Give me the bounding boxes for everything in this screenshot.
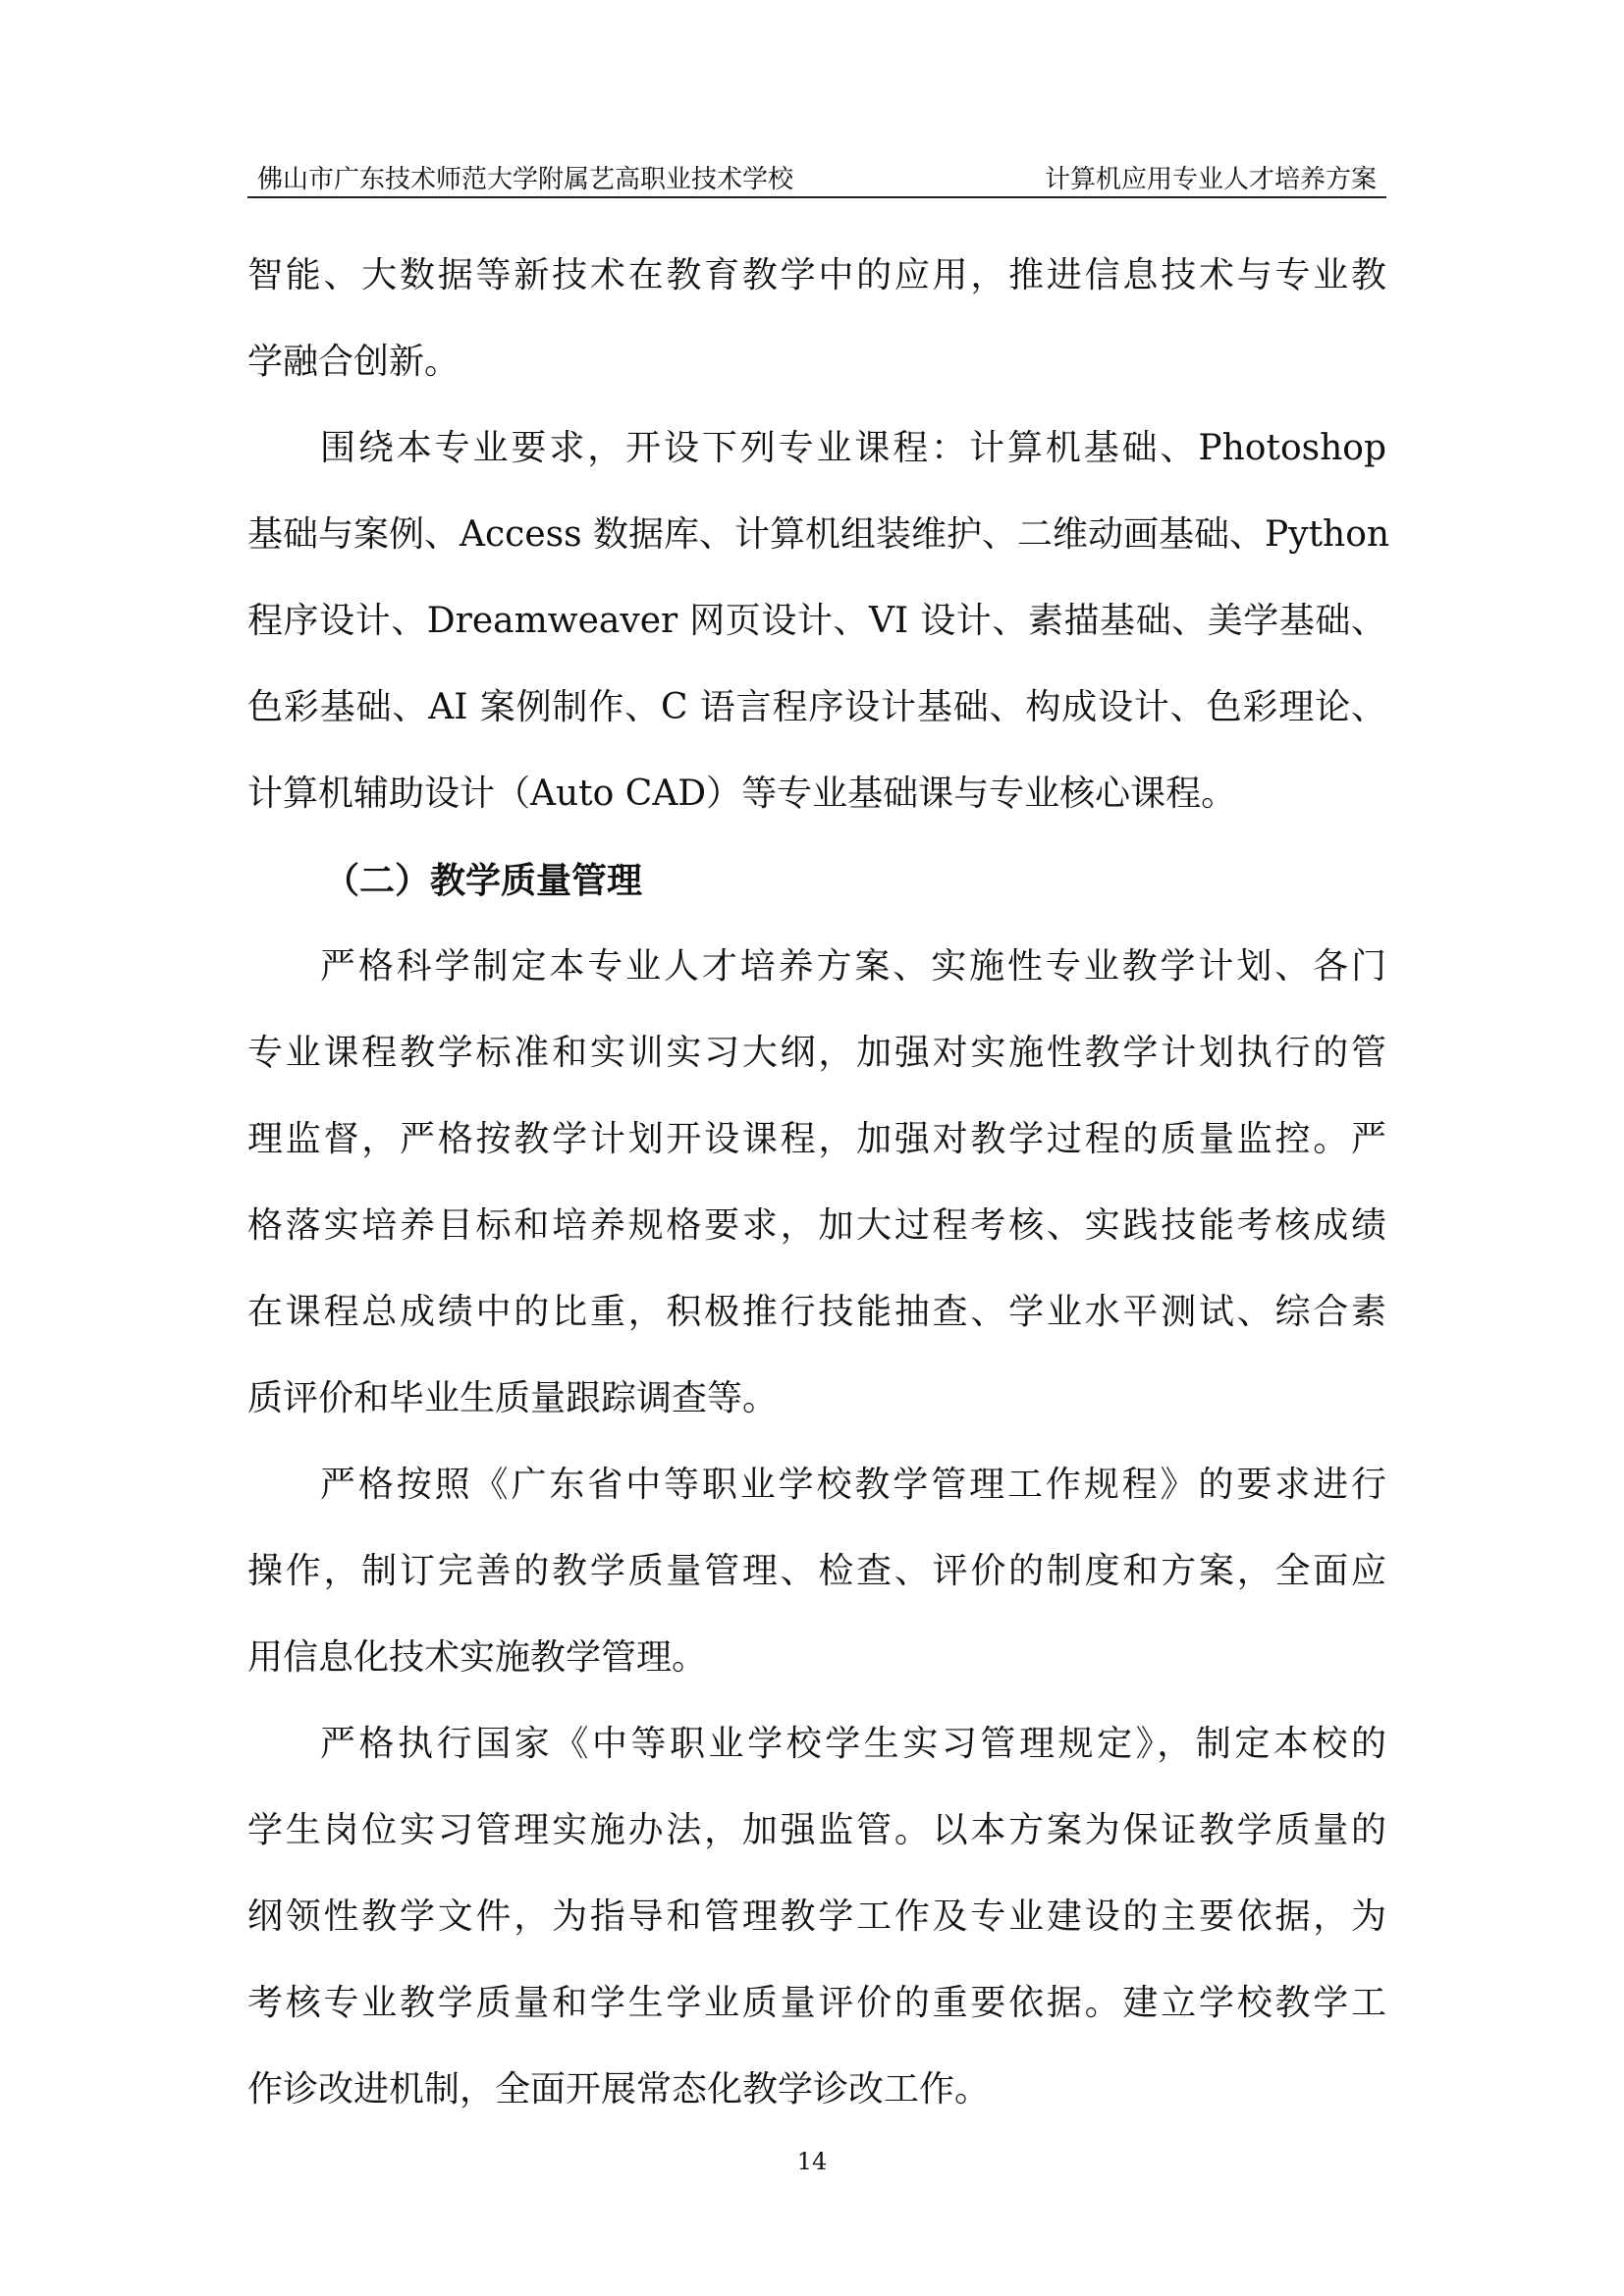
page-number: 14 <box>796 2148 828 2175</box>
paragraph-line: 程序设计、Dreamweaver 网页设计、VI 设计、素描基础、美学基础、 <box>247 601 1386 641</box>
paragraph-line: 考核专业教学质量和学生学业质量评价的重要依据。建立学校教学工 <box>247 1983 1386 2023</box>
paragraph-line: 纲领性教学文件，为指导和管理教学工作及专业建设的主要依据，为 <box>247 1896 1386 1937</box>
section-heading: （二）教学质量管理 <box>324 860 643 901</box>
paragraph-line: 学融合创新。 <box>247 342 460 382</box>
paragraph-line: 严格科学制定本专业人才培养方案、实施性专业教学计划、各门 <box>320 946 1386 987</box>
paragraph-line: 格落实培养目标和培养规格要求，加大过程考核、实践技能考核成绩 <box>247 1205 1386 1246</box>
paragraph-line: 专业课程教学标准和实训实习大纲，加强对实施性教学计划执行的管 <box>247 1033 1386 1073</box>
paragraph-line: 严格执行国家《中等职业学校学生实习管理规定》，制定本校的 <box>320 1724 1386 1764</box>
paragraph-line: 质评价和毕业生质量跟踪调查等。 <box>247 1378 779 1418</box>
header-document-title: 计算机应用专业人才培养方案 <box>1044 165 1377 194</box>
paragraph-line: 色彩基础、AI 案例制作、C 语言程序设计基础、构成设计、色彩理论、 <box>247 687 1386 727</box>
page-header <box>247 157 1386 198</box>
paragraph-line: 基础与案例、Access 数据库、计算机组装维护、二维动画基础、Python <box>247 514 1390 555</box>
paragraph-line: 学生岗位实习管理实施办法，加强监管。以本方案为保证教学质量的 <box>247 1810 1386 1850</box>
paragraph-line: 用信息化技术实施教学管理。 <box>247 1637 708 1678</box>
header-school-name: 佛山市广东技术师范大学附属艺高职业技术学校 <box>257 165 794 194</box>
paragraph-line: 严格按照《广东省中等职业学校教学管理工作规程》的要求进行 <box>320 1465 1386 1505</box>
paragraph-line: 操作，制订完善的教学质量管理、检查、评价的制度和方案，全面应 <box>247 1551 1386 1591</box>
paragraph-line: 作诊改进机制，全面开展常态化教学诊改工作。 <box>247 2069 991 2109</box>
paragraph-line: 智能、大数据等新技术在教育教学中的应用，推进信息技术与专业教 <box>247 255 1386 295</box>
document-body <box>247 243 1390 2144</box>
paragraph-line: 计算机辅助设计（Auto CAD）等专业基础课与专业核心课程。 <box>247 774 1237 814</box>
paragraph-line: 理监督，严格按教学计划开设课程，加强对教学过程的质量监控。严 <box>247 1119 1386 1159</box>
paragraph-line: 围绕本专业要求，开设下列专业课程：计算机基础、Photoshop <box>320 428 1386 468</box>
paragraph-line: 在课程总成绩中的比重，积极推行技能抽查、学业水平测试、综合素 <box>247 1292 1386 1332</box>
